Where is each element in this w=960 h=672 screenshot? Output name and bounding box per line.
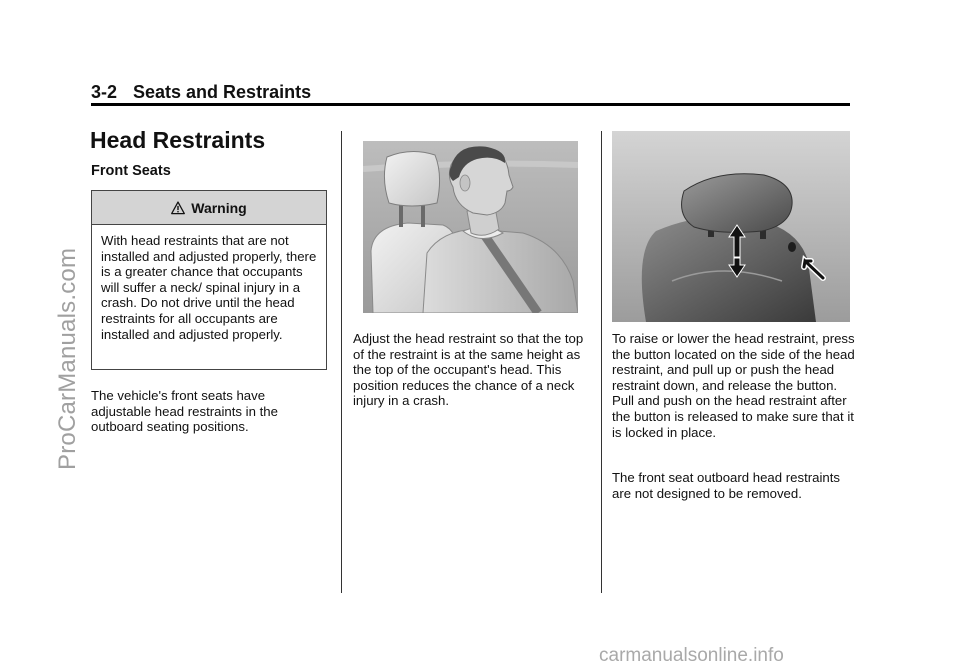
head-restraint-adjustment-figure: [612, 131, 850, 322]
page-number: 3-2: [91, 82, 118, 102]
warning-label: Warning: [191, 199, 247, 216]
page-title: Head Restraints: [90, 127, 266, 153]
warning-header: [92, 191, 326, 225]
running-header: [91, 82, 311, 103]
side-watermark: ProCarManuals.com: [54, 247, 81, 470]
warning-triangle-icon: [171, 201, 185, 215]
adjust-height-paragraph: Adjust the head restraint so that the top of the restraint is at the same height as the top of the occupant's head. This position reduces the chance of a neck injury in a crash.: [353, 331, 584, 409]
raise-lower-paragraph: To raise or lower the head restraint, press the button located on the side of the head restraint, and pull up or push the head restraint down, and release the button. Pull and push on the head restraint after the button is released to make sure that it is locked in place.: [612, 331, 855, 440]
warning-text: With head restraints that are not installed and adjusted properly, there is a greater chance that occupants will suffer a neck/ spinal injury in a crash. Do not drive until the head restraints for all occupants are installed and adjusted properly.: [101, 233, 317, 342]
subsection-title: Front Seats: [91, 163, 171, 179]
column-divider-1: [341, 131, 342, 593]
front-seats-paragraph: The vehicle's front seats have adjustable head restraints in the outboard seating positions.: [91, 388, 278, 435]
bottom-watermark: carmanualsonline.info: [599, 645, 784, 666]
column-divider-2: [601, 131, 602, 593]
not-removable-paragraph: The front seat outboard head restraints are not designed to be removed.: [612, 470, 840, 501]
occupant-head-restraint-figure: [363, 141, 578, 313]
section-title: Seats and Restraints: [133, 82, 312, 102]
header-rule: [91, 103, 850, 106]
warning-box: [91, 190, 327, 370]
